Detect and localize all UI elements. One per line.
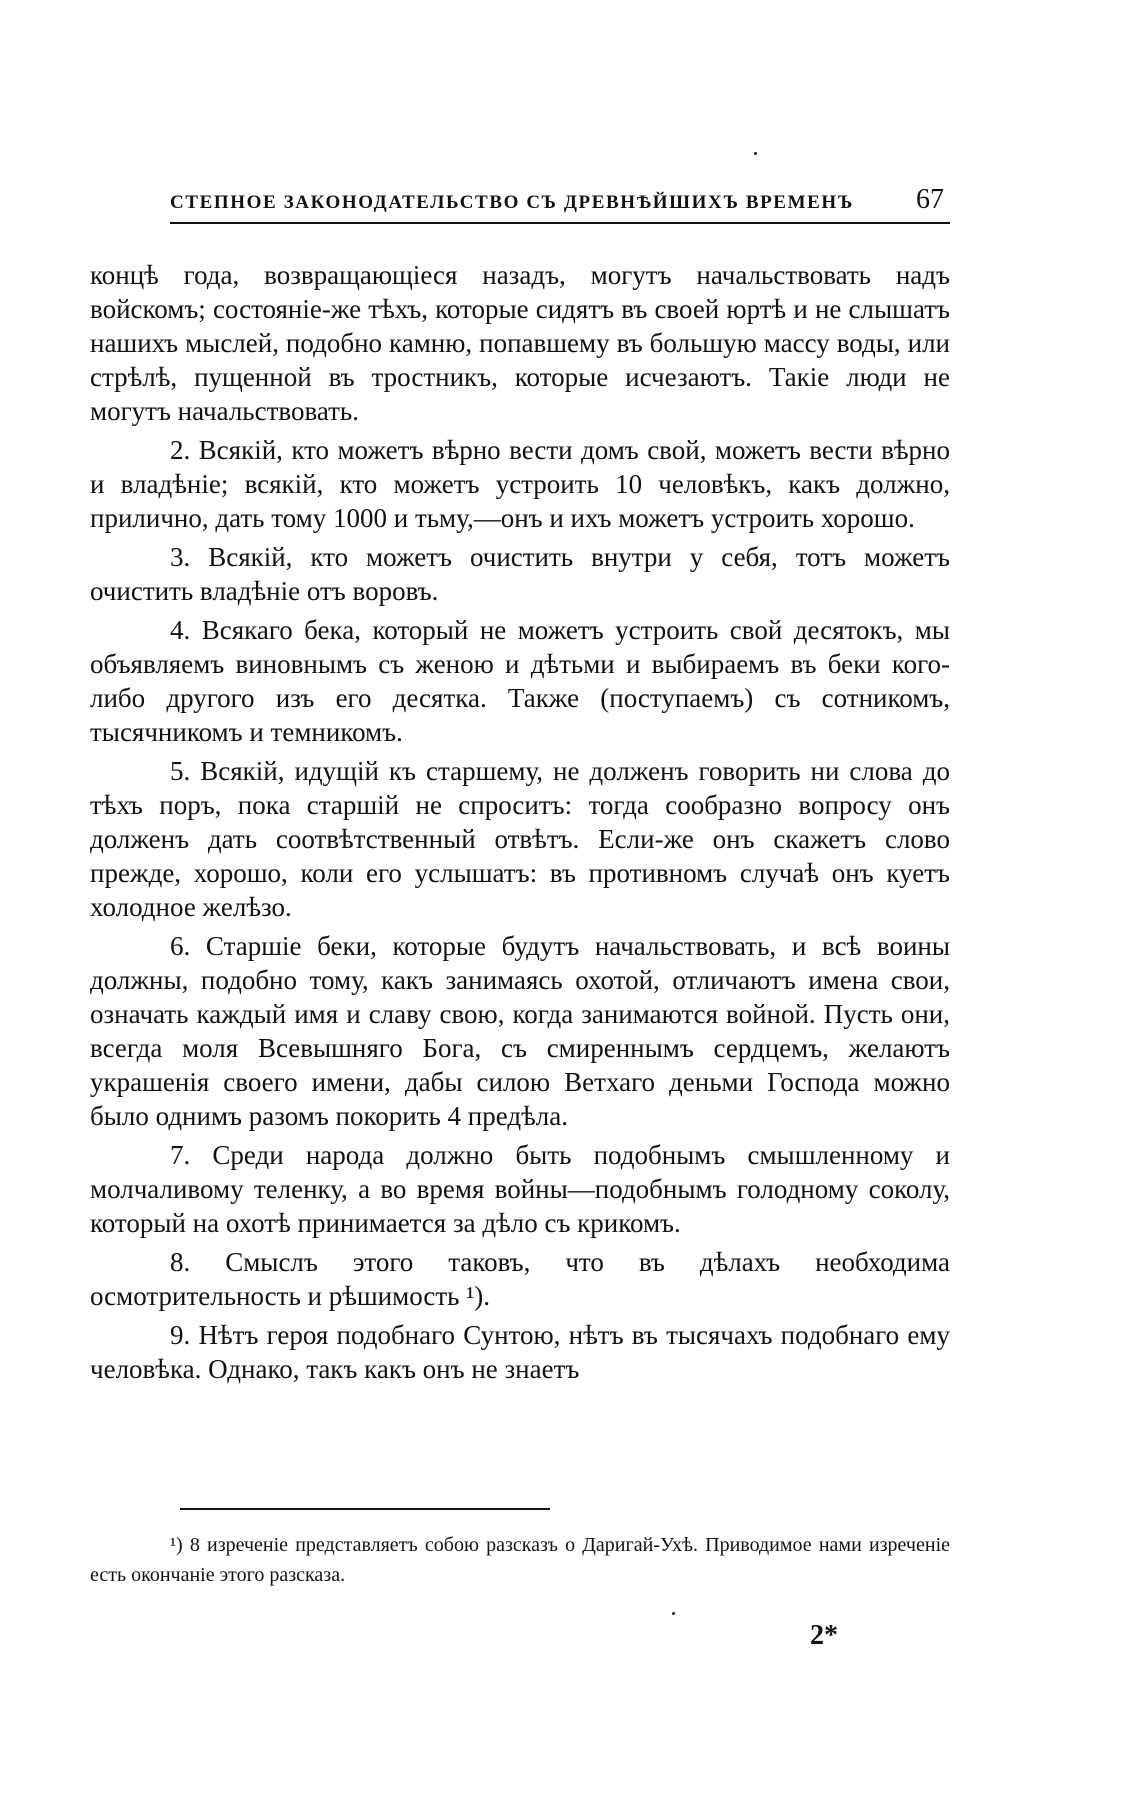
print-speck bbox=[754, 152, 757, 155]
paragraph-saying-3: 3. Всякій, кто можетъ очистить внутри у себя, тотъ можетъ очистить владѣніе отъ воровъ. bbox=[90, 542, 950, 606]
body-text bbox=[90, 258, 950, 1391]
footnote-rule bbox=[180, 1508, 550, 1510]
book-page bbox=[90, 0, 950, 1815]
running-title: СТЕПНОЕ ЗАКОНОДАТЕЛЬСТВО СЪ ДРЕВНѢЙШИХЪ ВРЕМЕНЪ bbox=[170, 192, 854, 213]
paragraph-saying-2: 2. Всякій, кто можетъ вѣрно вести домъ свой, можетъ вести вѣрно и владѣніе; всякій, кто можетъ устроить 10 человѣкъ, какъ должно, прилично, дать тому 1000 и тьму,—онъ и ихъ можетъ устроить хорошо. bbox=[90, 435, 950, 533]
paragraph-saying-5: 5. Всякій, идущій къ старшему, не долженъ говорить ни слова до тѣхъ поръ, пока старшій не спроситъ: тогда сообразно вопросу онъ долженъ дать соотвѣтственный отвѣтъ. Если-же онъ скажетъ слово прежде, хорошо, коли его услышатъ: въ противномъ случаѣ онъ куетъ холодное желѣзо. bbox=[90, 756, 950, 922]
paragraph-saying-9: 9. Нѣтъ героя подобнаго Сунтою, нѣтъ въ тысячахъ подобнаго ему человѣка. Однако, такъ какъ онъ не знаетъ bbox=[90, 1320, 950, 1384]
paragraph-saying-6: 6. Старшіе беки, которые будутъ начальствовать, и всѣ воины должны, подобно тому, какъ занимаясь охотой, отличаютъ имена свои, означать каждый имя и славу свою, когда занимаются войной. Пусть они, всегда моля Всевышняго Бога, съ смиреннымъ сердцемъ, желаютъ украшенія своего имени, дабы силою Ветхаго деньми Господа можно было однимъ разомъ покорить 4 предѣла. bbox=[90, 931, 950, 1131]
print-speck bbox=[672, 1612, 675, 1615]
paragraph-saying-4: 4. Всякаго бека, который не можетъ устроить свой десятокъ, мы объявляемъ виновнымъ съ женою и дѣтьми и выбираемъ въ беки кого-либо другого изъ его десятка. Также (поступаемъ) съ сотникомъ, тысячникомъ и темникомъ. bbox=[90, 615, 950, 747]
running-head bbox=[170, 178, 950, 224]
page-number: 67 bbox=[916, 184, 944, 215]
paragraph-continuation: концѣ года, возвращающіеся назадъ, могутъ начальствовать надъ войскомъ; состояніе-же тѣхъ, которые сидятъ въ своей юртѣ и не слышатъ нашихъ мыслей, подобно камню, попавшему въ большую массу воды, или стрѣлѣ, пущенной въ тростникъ, которые исчезаютъ. Такіе люди не могутъ начальствовать. bbox=[90, 260, 950, 426]
signature-mark: 2* bbox=[810, 1620, 838, 1651]
paragraph-saying-8: 8. Смыслъ этого таковъ, что въ дѣлахъ необходима осмотрительность и рѣшимость ¹). bbox=[90, 1247, 950, 1311]
paragraph-saying-7: 7. Среди народа должно быть подобнымъ смышленному и молчаливому теленку, а во время войны—подобнымъ голодному соколу, который на охотѣ принимается за дѣло съ крикомъ. bbox=[90, 1140, 950, 1238]
footnote: ¹) 8 изреченіе представляетъ собою разсказъ о Даригай-Ухѣ. Приводимое нами изреченіе есть окончаніе этого разсказа. bbox=[90, 1534, 950, 1586]
